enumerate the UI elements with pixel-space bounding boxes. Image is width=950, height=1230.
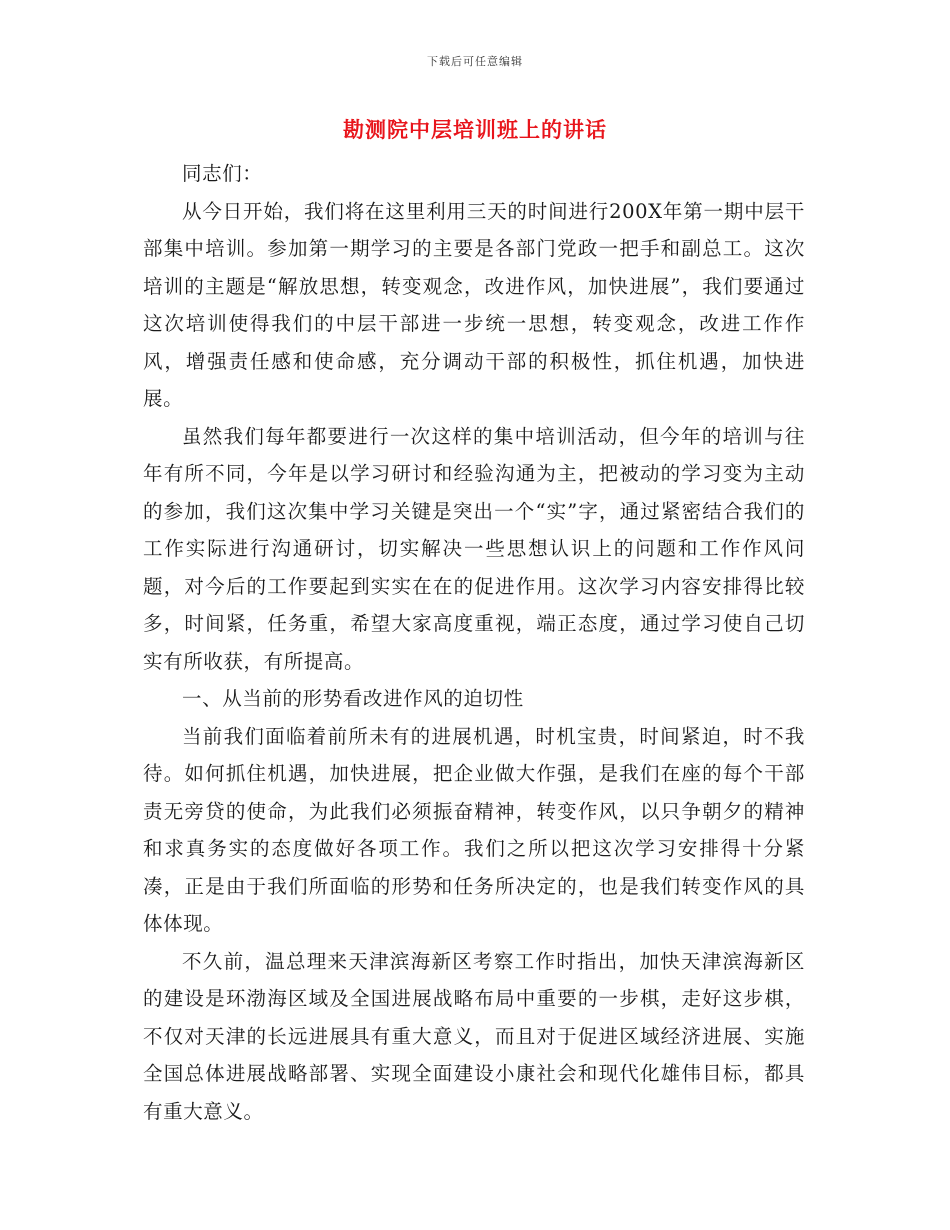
paragraph-training-difference: 虽然我们每年都要进行一次这样的集中培训活动，但今年的培训与往年有所不同，今年是以学习研讨和经验沟通为主，把被动的学习变为主动的参加，我们这次集中学习关键是突出一个“实”字，通过紧密结合我们的工作实际进行沟通研讨，切实解决一些思想认识上的问题和工作作风问题，对今后的工作要起到实实在在的促进作用。这次学习内容安排得比较多，时间紧，任务重，希望大家高度重视，端正态度，通过学习使自己切实有所收获，有所提高。: [143, 424, 805, 673]
header-note: 下载后可任意编辑: [427, 55, 523, 68]
paragraph-intro: 从今日开始，我们将在这里利用三天的时间进行200X年第一期中层干部集中培训。参加第一期学习的主要是各部门党政一把手和副总工。这次培训的主题是“解放思想，转变观念，改进作风，加快进展”，我们要通过这次培训使得我们的中层干部进一步统一思想，转变观念，改进工作作风，增强责任感和使命感，充分调动干部的积极性，抓住机遇，加快进展。: [143, 199, 805, 410]
paragraph-premier-visit: 不久前，温总理来天津滨海新区考察工作时指出，加快天津滨海新区的建设是环渤海区域及全国进展战略布局中重要的一步棋，走好这步棋，不仅对天津的长远进展具有重大意义，而且对于促进区域经济进展、实施全国总体进展战略部署、实现全面建设小康社会和现代化雄伟目标，都具有重大意义。: [143, 949, 805, 1123]
section-heading-1: 一、从当前的形势看改进作风的迫切性: [182, 687, 524, 710]
document-body: [143, 155, 805, 1130]
document-title: 勘测院中层培训班上的讲话: [343, 118, 607, 142]
salutation: 同志们：: [182, 162, 263, 185]
paragraph-current-situation: 当前我们面临着前所未有的进展机遇，时机宝贵，时间紧迫，时不我待。如何抓住机遇，加快进展，把企业做大作强，是我们在座的每个干部责无旁贷的使命，为此我们必须振奋精神，转变作风，以只争朝夕的精神和求真务实的态度做好各项工作。我们之所以把这次学习安排得十分紧凑，正是由于我们所面临的形势和任务所决定的，也是我们转变作风的具体体现。: [143, 724, 805, 935]
